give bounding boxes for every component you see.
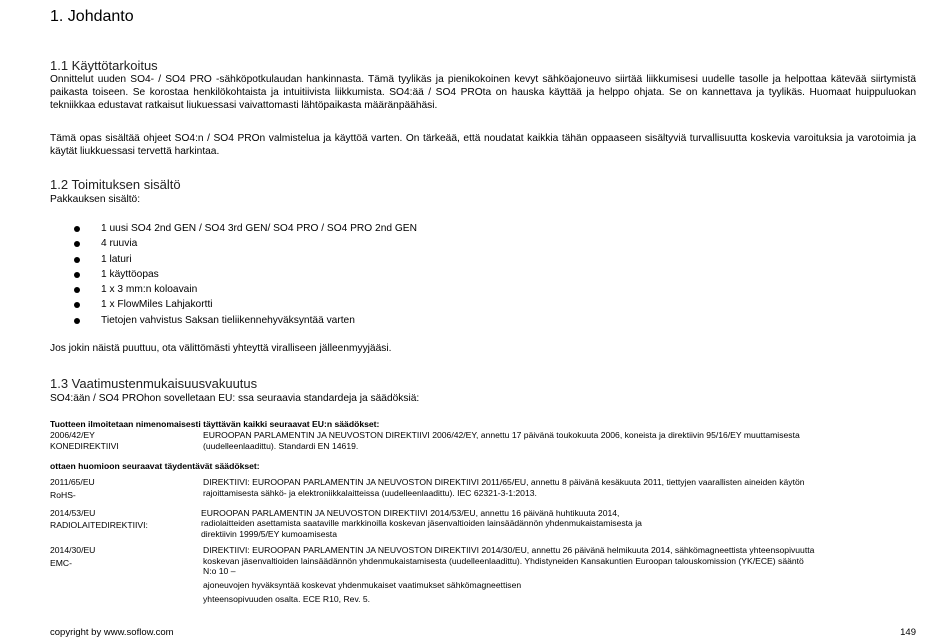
conformity-intro: SO4:ään / SO4 PROhon sovelletaan EU: ssa seuraavia standardeja ja säädöksiä: — [50, 393, 420, 404]
package-contents-list — [74, 221, 417, 328]
page-title: 1. Johdanto — [50, 8, 134, 25]
missing-items-note: Jos jokin näistä puuttuu, ota välittömästi yhteyttä viralliseen jälleenmyyjääsi. — [50, 343, 392, 354]
regulation-description: EUROOPAN PARLAMENTIN JA NEUVOSTON DIREKTIIVI 2006/42/EY, annettu 17 päivänä toukokuuta 2006, koneista ja direktiivin 95/16/EY muuttamisesta — [203, 430, 800, 440]
bullet-icon — [74, 241, 80, 247]
list-item: 1 uusi SO4 2nd GEN / SO4 3rd GEN/ SO4 PRO / SO4 PRO 2nd GEN — [74, 221, 417, 236]
section-title-vaatimustenmukaisuus: 1.3 Vaatimustenmukaisuusvakuutus — [50, 376, 258, 391]
regulation-description: DIREKTIIVI: EUROOPAN PARLAMENTIN JA NEUVOSTON DIREKTIIVI 2014/30/EU, annettu 26 päivänä helmikuuta 2014, sähkömagneettista yhteensopivuutta — [203, 545, 815, 555]
regulation-name: RoHS- — [50, 490, 76, 500]
regulation-description: koskevan jäsenvaltioiden lainsäädännön yhdenmukaistamisesta (uudelleenlaadittu). Yhdistyneiden Kansakuntien Euroopan talouskomission (YK/ECE) sääntö — [203, 556, 804, 566]
bullet-icon — [74, 318, 80, 324]
page-number: 149 — [900, 627, 916, 638]
guide-paragraph: Tämä opas sisältää ohjeet SO4:n / SO4 PROn valmistelua ja käyttöä varten. On tärkeää, että noudatat kaikkia tähän oppaaseen sisältyviä turvallisuutta koskevia varoituksia ja varotoimia ja käytät liukkuessasi tervettä harkintaa. — [50, 133, 916, 157]
list-item: 1 laturi — [74, 252, 417, 267]
bullet-icon — [74, 226, 80, 232]
list-item: Tietojen vahvistus Saksan tieliikennehyväksyntää varten — [74, 313, 417, 328]
list-item: 1 käyttöopas — [74, 267, 417, 282]
regulation-name: RADIOLAITEDIREKTIIVI: — [50, 520, 148, 530]
regulation-code: 2006/42/EY — [50, 430, 95, 440]
intro-paragraph: Onnittelut uuden SO4- / SO4 PRO -sähköpotkulaudan hankinnasta. Tämä tyylikäs ja pienikokoinen kevyt sähköajoneuvo siirtää liikkumisesi uudelle tasolle ja helpottaa kätevää siirtymistä paikasta toiseen. Se korostaa henkilökohtaista ja intuitiivista liikkumista. SO4:ää / SO4 PROta on hauska käyttää ja helppo ohjata. Se on kannettava ja tyylikäs. Huomaat huippuluokan tekniikkaa edustavat ratkaisut liukuessasi vaivattomasti lähtöpaikasta määränpäähäsi. — [50, 74, 916, 111]
bullet-icon — [74, 302, 80, 308]
regulation-description: (uudelleenlaadittu). Standardi EN 14619. — [203, 441, 359, 451]
regulation-description: yhteensopivuuden osalta. ECE R10, Rev. 5. — [203, 594, 371, 604]
package-contents-intro: Pakkauksen sisältö: — [50, 194, 141, 205]
regulation-description: direktiivin 1999/5/EY kumoamisesta — [201, 529, 337, 539]
regulation-description: radiolaitteiden asettamista saataville markkinoilla koskevan jäsenvaltioiden lainsäädännön yhdenmukaistamisesta ja — [201, 518, 642, 528]
list-item: 4 ruuvia — [74, 236, 417, 251]
footer-copyright: copyright by www.soflow.com — [50, 627, 174, 638]
list-item: 1 x FlowMiles Lahjakortti — [74, 297, 417, 312]
list-item: 1 x 3 mm:n koloavain — [74, 282, 417, 297]
regulation-description: EUROOPAN PARLAMENTIN JA NEUVOSTON DIREKTIIVI 2014/53/EU, annettu 16 päivänä huhtikuuta 2014, — [201, 508, 620, 518]
regulation-code: 2011/65/EU — [50, 477, 95, 487]
regulation-description: ajoneuvojen hyväksyntää koskevat yhdenmukaiset vaatimukset sähkömagneettisen — [203, 580, 522, 590]
regulation-description: rajoittamisesta sähkö- ja elektroniikkalaitteissa (uudelleenlaadittu). IEC 62321-3-1:2013. — [203, 488, 537, 498]
section-title-kayttotarkoitus: 1.1 Käyttötarkoitus — [50, 58, 158, 73]
regulation-name: EMC- — [50, 558, 72, 568]
regulation-name: KONEDIREKTIIVI — [50, 441, 119, 451]
bullet-icon — [74, 257, 80, 263]
regulation-code: 2014/30/EU — [50, 545, 96, 555]
supplementary-regulations-heading: ottaen huomioon seuraavat täydentävät säädökset: — [50, 461, 260, 471]
section-title-toimituksen-sisalto: 1.2 Toimituksen sisältö — [50, 177, 181, 192]
bullet-icon — [74, 287, 80, 293]
regulation-description: DIREKTIIVI: EUROOPAN PARLAMENTIN JA NEUVOSTON DIREKTIIVI 2011/65/EU, annettu 8 päivänä kesäkuuta 2011, tiettyjen vaarallisten aineiden käytön — [203, 477, 805, 487]
eu-regulations-heading: Tuotteen ilmoitetaan nimenomaisesti täyttävän kaikki seuraavat EU:n säädökset: — [50, 419, 380, 429]
regulation-description: N:o 10 – — [203, 566, 236, 576]
regulation-code: 2014/53/EU — [50, 508, 96, 518]
bullet-icon — [74, 272, 80, 278]
